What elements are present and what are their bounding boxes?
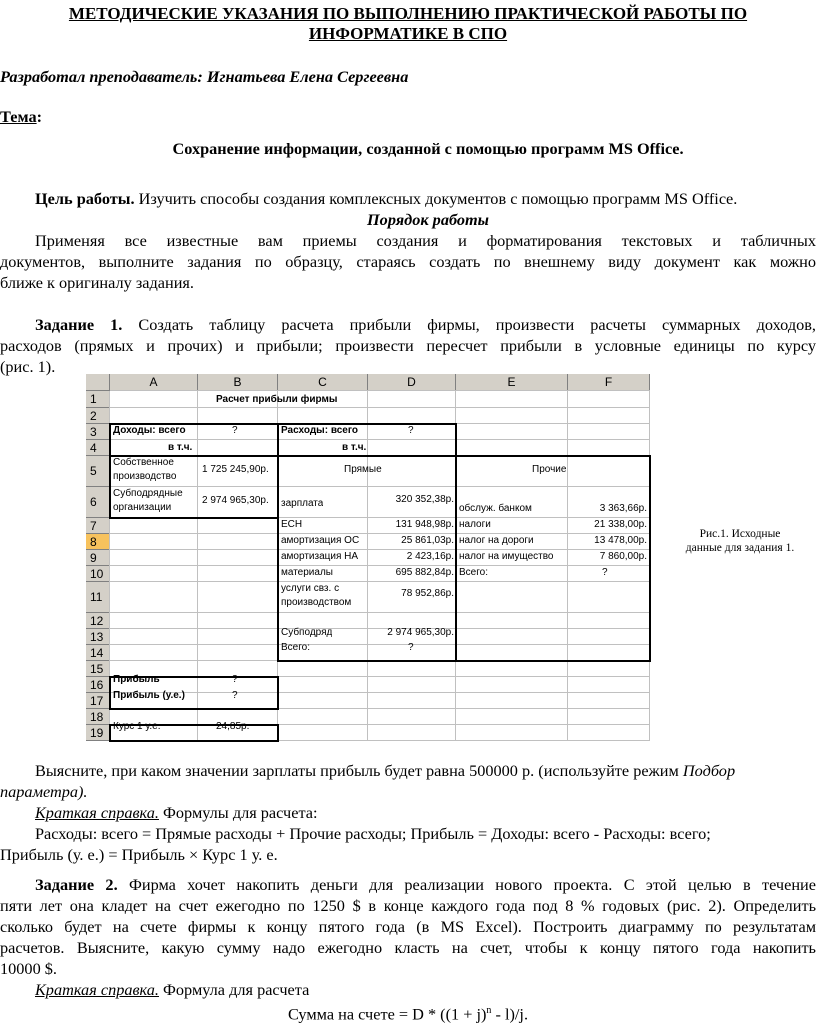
task2-line5: 10000 $. (0, 959, 57, 978)
intro-line1: Применяя все известные вам приемы создания и форматирования текстовых и табличных (35, 231, 816, 250)
grid-line (110, 407, 650, 408)
row-header: 15 (86, 661, 110, 677)
after-table-line1 (35, 760, 816, 781)
row-header: 2 (86, 408, 110, 424)
figure-caption (680, 527, 800, 555)
task2-reference-text: Формула для расчета (158, 980, 310, 999)
own-production-label-1: Собственное (113, 457, 174, 468)
row-header: 4 (86, 440, 110, 456)
subcontract-row-value: 2 974 965,30р. (387, 627, 454, 638)
row-header: 1 (86, 391, 110, 408)
profit-ue-label: Прибыль (у.е.) (113, 690, 185, 701)
doc-title-line2: ИНФОРМАТИКЕ В СПО (308, 24, 508, 43)
row-header: 6 (86, 487, 110, 518)
corner-cell (86, 374, 110, 391)
other-total-label: Всего: (459, 567, 488, 578)
other-item-value: 21 338,00р. (594, 519, 647, 530)
other-total-value: ? (602, 567, 608, 578)
task1-label: Задание 1. (35, 315, 123, 334)
row-header: 8 (86, 534, 110, 550)
direct-item-value: 320 352,38р. (395, 494, 454, 505)
other-item-label: налоги (459, 519, 491, 530)
direct-total-label: Всего: (281, 642, 310, 653)
author-line: Разработал преподаватель: Игнатьева Елена Сергеевна (0, 67, 409, 86)
income-value: ? (232, 425, 238, 436)
row-header: 7 (86, 518, 110, 534)
goal-label: Цель работы. (35, 189, 135, 208)
own-production-label-2: производство (113, 471, 177, 482)
row-header: 5 (86, 456, 110, 487)
col-header-b: B (198, 374, 278, 391)
order-heading: Порядок работы (367, 210, 489, 229)
services-value: 78 952,86р. (401, 588, 454, 599)
task2-formula (0, 1000, 816, 1024)
col-header-a: A (110, 374, 198, 391)
task2-reference-line (35, 979, 816, 1000)
row-header: 16 (86, 677, 110, 693)
grid-line (110, 390, 650, 391)
after-table-text1: Выясните, при каком значении зарплаты прибыль будет равна 500000 р. (используйте режим (35, 761, 683, 780)
reference-line (35, 802, 816, 823)
direct-item-value: 131 948,98р. (395, 519, 454, 530)
direct-item-label: амортизация ОС (281, 535, 360, 546)
other-item-value: 3 363,66р. (599, 503, 647, 514)
services-label-1: услуги свз. с (281, 583, 340, 594)
doc-title-line1: МЕТОДИЧЕСКИЕ УКАЗАНИЯ ПО ВЫПОЛНЕНИЮ ПРАКТИЧЕСКОЙ РАБОТЫ ПО (68, 4, 748, 23)
rate-label: Курс 1 у.е. (113, 721, 161, 732)
other-item-value: 7 860,00р. (599, 551, 647, 562)
profit-value: ? (232, 674, 238, 685)
row-header: 3 (86, 424, 110, 440)
subcontract-label-1: Субподрядные (113, 488, 183, 499)
own-production-value: 1 725 245,90р. (202, 464, 269, 475)
topic-text: Сохранение информации, созданной с помощью программ MS Office. (172, 139, 684, 158)
direct-total-value: ? (408, 642, 414, 653)
task2-text1: Фирма хочет накопить деньги для реализации нового проекта. С этой целью в течение (117, 875, 816, 894)
subcontract-value: 2 974 965,30р. (202, 495, 269, 506)
formula-part-a: Сумма на счете = D * ((1 + j) (287, 1004, 487, 1024)
row-header: 17 (86, 693, 110, 709)
formula-exponent: n (486, 1005, 492, 1016)
row-header: 14 (86, 645, 110, 661)
row-header: 19 (86, 725, 110, 741)
direct-item-value: 25 861,03р. (401, 535, 454, 546)
topic-label-row (0, 106, 816, 127)
income-label: Доходы: всего (113, 425, 186, 436)
direct-header: Прямые (344, 464, 382, 475)
topic-colon: : (36, 107, 43, 126)
intro-line3: ближе к оригиналу задания. (0, 273, 194, 292)
caption-line2: данные для задания 1. (685, 542, 795, 554)
profit-ue-value: ? (232, 690, 238, 701)
direct-item-label: амортизация НА (281, 551, 359, 562)
direct-item-value: 2 423,16р. (406, 551, 454, 562)
direct-item-label: материалы (281, 567, 333, 578)
other-item-label: обслуж. банком (459, 503, 532, 514)
direct-item-label: ЕСН (281, 519, 303, 530)
task2-line1 (35, 874, 816, 895)
incl-label-2: в т.ч. (342, 442, 367, 453)
row-header: 12 (86, 613, 110, 629)
row-header: 11 (86, 582, 110, 613)
intro-line2: документов, выполните задания по образцу, стараясь создать по внешнему виду документ как можно (0, 252, 816, 271)
other-item-label: налог на имущество (459, 551, 554, 562)
sheet-title: Расчет прибыли фирмы (216, 394, 338, 405)
formula-line2: Прибыль (у. е.) = Прибыль × Курс 1 у. е. (0, 845, 278, 864)
col-header-d: D (368, 374, 456, 391)
task1-line2: расходов (прямых и прочих) и прибыли; произвести пересчет прибыли в условные единицы по курсу (0, 336, 816, 355)
subcontract-label-2: организации (113, 502, 172, 513)
other-item-value: 13 478,00р. (594, 535, 647, 546)
after-table-line2: параметра). (0, 782, 88, 801)
expenses-value: ? (408, 425, 414, 436)
formula-line1: Расходы: всего = Прямые расходы + Прочие расходы; Прибыль = Доходы: всего - Расходы: всего; (35, 824, 711, 843)
goal-text: Изучить способы создания комплексных документов с помощью программ MS Office. (134, 189, 738, 208)
after-table-italic1: Подбор (682, 761, 736, 780)
task2-reference-label: Краткая справка. (35, 980, 159, 999)
row-header: 10 (86, 566, 110, 582)
subcontract-row-label: Субподряд (281, 627, 333, 638)
services-label-2: производством (281, 597, 352, 608)
formula-part-b: - l)/j. (491, 1004, 529, 1024)
row-header: 9 (86, 550, 110, 566)
goal-paragraph (35, 188, 816, 209)
row-header: 13 (86, 629, 110, 645)
caption-line1: Рис.1. Исходные (699, 528, 781, 540)
expenses-label: Расходы: всего (281, 425, 358, 436)
reference-label: Краткая справка. (35, 803, 159, 822)
task2-line2: пяти лет она кладет на счет ежегодно по 1250 $ в конце каждого года под 8 % годовых (рис. 2). Определить (0, 896, 816, 915)
rate-value: 24,85р. (216, 721, 250, 732)
direct-item-value: 695 882,84р. (395, 567, 454, 578)
reference-text: Формулы для расчета: (158, 803, 318, 822)
task1-line1 (35, 314, 816, 335)
task2-line4: расчетов. Выясните, какую сумму надо ежегодно класть на счет, чтобы к концу пятого года накопить (0, 938, 816, 957)
profit-label: Прибыль (113, 674, 160, 685)
other-header: Прочие (532, 464, 567, 475)
other-item-label: налог на дороги (459, 535, 534, 546)
col-header-c: C (278, 374, 368, 391)
task1-line3: (рис. 1). (0, 357, 56, 376)
topic-label: Тема (0, 107, 37, 126)
col-header-f: F (568, 374, 650, 391)
task1-text1: Создать таблицу расчета прибыли фирмы, произвести расчеты суммарных доходов, (122, 315, 816, 334)
task2-label: Задание 2. (35, 875, 118, 894)
incl-label-1: в т.ч. (168, 442, 193, 453)
task2-line3: сколько будет на счете фирмы к концу пятого года (в MS Excel). Построить диаграмму по результатам (0, 917, 816, 936)
direct-item-label: зарплата (281, 498, 324, 509)
row-header: 18 (86, 709, 110, 725)
col-header-e: E (456, 374, 568, 391)
